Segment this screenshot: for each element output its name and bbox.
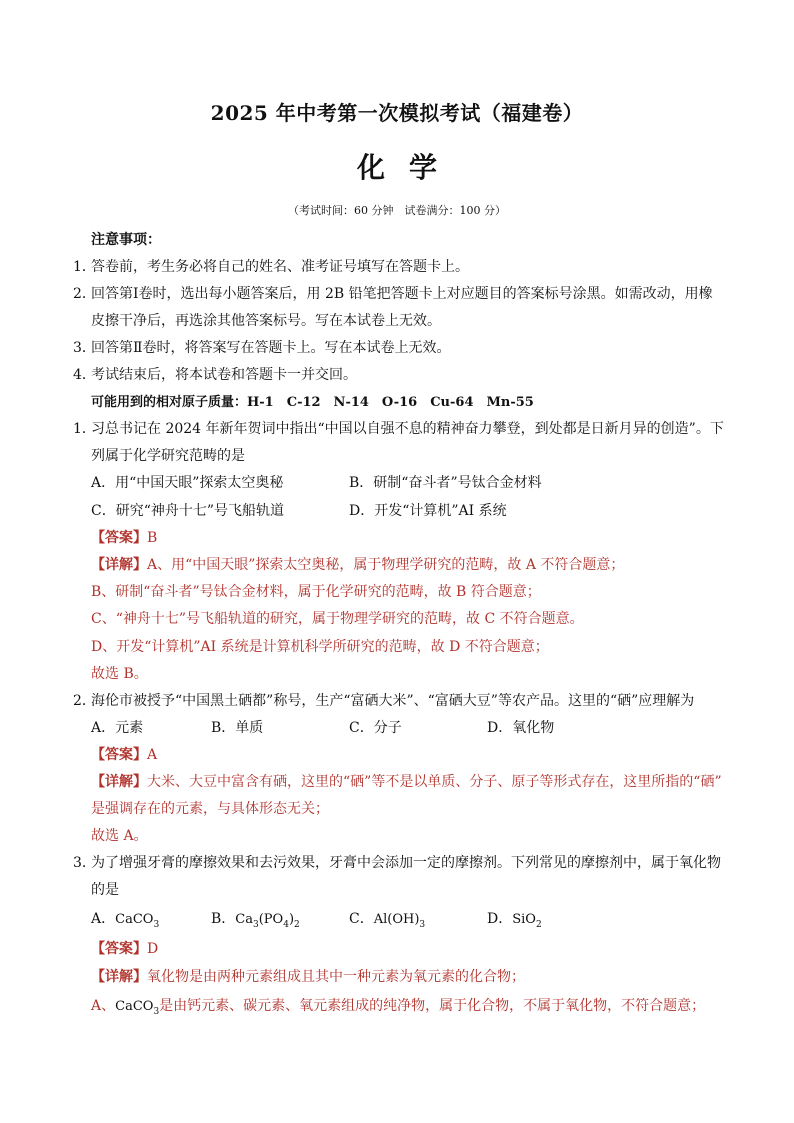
q3-answer-value: D <box>147 941 159 957</box>
q1-stem-line1: 习总书记在 2024 年新年贺词中指出“中国以自强不息的精神奋力攀登，到处都是日新月异的创造”。下 <box>91 421 724 437</box>
subject-title <box>0 146 794 186</box>
q3-detail2-pre: A、 <box>91 998 116 1014</box>
note-2-num: 2． <box>73 286 96 302</box>
q3-option-c-label: C． <box>349 911 374 927</box>
q1-answer-value: B <box>147 530 158 546</box>
q2-detail-tag: 【详解】 <box>91 774 147 790</box>
q3-option-c-sub: 3 <box>419 919 426 930</box>
q3-detail2-post: 是由钙元素、碳元素、氧元素组成的纯净物，属于化合物，不属于氧化物，不符合题意； <box>159 998 706 1014</box>
q2-answer <box>91 744 157 764</box>
q3-detail-tag: 【详解】 <box>91 969 147 985</box>
q2-option-a: A．元素 <box>91 720 144 736</box>
note-1-text: 答卷前，考生务必将自己的姓名、准考证号填写在答题卡上。 <box>91 259 469 275</box>
q1-option-b: B．研制“奋斗者”号钛合金材料 <box>349 475 542 491</box>
q3-option-d-formula: SiO <box>512 912 536 927</box>
q3-answer-tag: 【答案】 <box>91 941 147 957</box>
q3-option-b-formula-2: (PO <box>258 912 284 927</box>
q3-option-b <box>211 908 300 930</box>
q3-stem-line2: 的是 <box>91 882 119 898</box>
q2-detail-line2: 是强调存在的元素，与具体形态无关； <box>91 801 329 817</box>
q3-option-c-formula: Al(OH) <box>373 912 420 927</box>
q3-option-b-sub-3: 2 <box>294 919 300 930</box>
q1-answer <box>91 527 157 547</box>
q2-detail-line1 <box>91 771 722 791</box>
note-3-text: 回答第Ⅱ卷时，将答案写在答题卡上。写在本试卷上无效。 <box>91 340 451 356</box>
atomic-masses: 可能用到的相对原子质量：H-1 C-12 N-14 O-16 Cu-64 Mn-55 <box>91 395 534 410</box>
notes-heading: 注意事项： <box>91 232 161 248</box>
q3-answer <box>91 938 158 958</box>
q1-stem-line2: 列属于化学研究范畴的是 <box>91 448 245 464</box>
q3-detail2-sub: 3 <box>153 1006 160 1017</box>
q2-stem: 海伦市被授予“中国黑土硒都”称号，生产“富硒大米”、“富硒大豆”等农产品。这里的“硒”应理解为 <box>91 693 695 709</box>
note-4-num: 4． <box>73 367 96 383</box>
q1-detail-line1 <box>91 554 624 574</box>
q3-option-b-sub-1: 3 <box>253 919 259 930</box>
q1-option-c: C．研究“神舟十七”号飞船轨道 <box>91 503 285 519</box>
q1-detail-line2: B、研制“奋斗者”号钛合金材料，属于化学研究的范畴，故 B 符合题意； <box>91 584 541 600</box>
q2-detail-text1: 大米、大豆中富含有硒，这里的“硒”等不是以单质、分子、原子等形式存在，这里所指的“硒” <box>147 774 722 790</box>
q2-answer-value: A <box>147 747 158 763</box>
q3-stem-line1: 为了增强牙膏的摩擦效果和去污效果，牙膏中会添加一定的摩擦剂。下列常见的摩擦剂中，属于氧化物 <box>91 855 721 871</box>
q2-option-b: B．单质 <box>211 720 264 736</box>
q3-option-c <box>349 908 425 930</box>
note-4-text: 考试结束后，将本试卷和答题卡一并交回。 <box>91 367 357 383</box>
q3-option-a-formula: CaCO <box>115 912 154 927</box>
q3-option-d-label: D． <box>487 911 513 927</box>
q2-option-d: D．氧化物 <box>487 720 555 736</box>
q3-detail-text1: 氧化物是由两种元素组成且其中一种元素为氧元素的化合物； <box>147 969 525 985</box>
q3-option-d <box>487 908 542 930</box>
q3-option-a-label: A． <box>91 911 116 927</box>
q3-option-b-formula-3: ) <box>288 912 295 927</box>
q3-detail-line1 <box>91 966 525 986</box>
q3-option-d-sub: 2 <box>535 919 542 930</box>
q3-option-a <box>91 908 159 930</box>
q3-option-b-sub-2: 4 <box>283 919 289 930</box>
q3-option-b-formula-1: Ca <box>235 912 253 927</box>
q2-answer-tag: 【答案】 <box>91 747 147 763</box>
note-2-text: 回答第Ⅰ卷时，选出每小题答案后，用 2B 铅笔把答题卡上对应题目的答案标号涂黑。如需改动，用橡 <box>91 286 713 302</box>
q1-conclusion: 故选 B。 <box>91 666 148 682</box>
q3-option-b-label: B． <box>211 911 236 927</box>
q1-answer-tag: 【答案】 <box>91 530 147 546</box>
q1-number: 1． <box>73 421 96 437</box>
q1-option-a: A．用“中国天眼”探索太空奥秘 <box>91 475 284 491</box>
q1-detail-line3: C、“神舟十七”号飞船轨道的研究，属于物理学研究的范畴，故 C 不符合题意。 <box>91 611 584 627</box>
subject-char-1: 化 <box>356 151 385 184</box>
exam-title: 2025 年中考第一次模拟考试（福建卷） <box>210 101 584 125</box>
q2-conclusion: 故选 A。 <box>91 828 148 844</box>
q3-detail-line2 <box>91 995 705 1017</box>
q3-option-a-sub: 3 <box>153 919 160 930</box>
q2-number: 2． <box>73 693 96 709</box>
q1-option-d: D．开发“计算机”AI 系统 <box>349 503 507 519</box>
q1-detail-tag: 【详解】 <box>91 557 147 573</box>
exam-time-info: （考试时间：60 分钟 试卷满分：100 分） <box>288 204 506 217</box>
q1-detail-text1: A、用“中国天眼”探索太空奥秘，属于物理学研究的范畴，故 A 不符合题意； <box>147 557 625 573</box>
q2-option-c: C．分子 <box>349 720 402 736</box>
note-2-text-cont: 皮擦干净后，再选涂其他答案标号。写在本试卷上无效。 <box>91 313 441 329</box>
q3-detail2-formula: CaCO <box>115 999 154 1014</box>
q1-detail-line4: D、开发“计算机”AI 系统是计算机科学所研究的范畴，故 D 不符合题意； <box>91 639 549 655</box>
note-3-num: 3． <box>73 340 96 356</box>
subject-char-2: 学 <box>409 151 438 184</box>
q3-number: 3． <box>73 855 96 871</box>
note-1-num: 1． <box>73 259 96 275</box>
